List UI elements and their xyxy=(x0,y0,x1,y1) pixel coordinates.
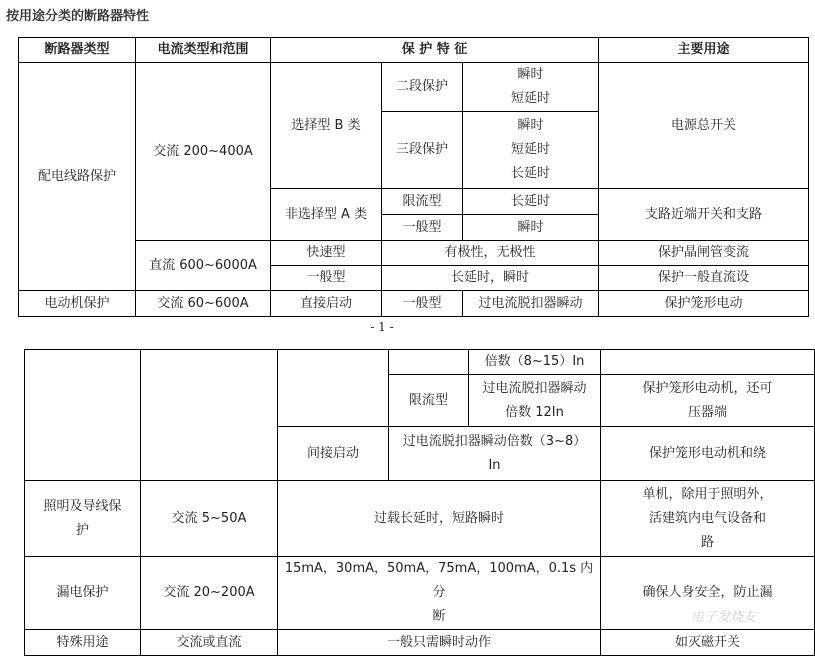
value-line: 短延时 xyxy=(511,91,551,106)
value-line: 15mA，30mA，50mA，75mA，100mA，0.1s 内分 xyxy=(284,561,594,600)
page-title: 按用途分类的断路器特性 xyxy=(6,9,150,24)
cell-motor: 电动机保护 xyxy=(19,291,136,317)
value-line: 活建筑内电气设备和 xyxy=(648,510,766,526)
value-line: In xyxy=(488,457,501,473)
cell-special-current: 交流或直流 xyxy=(141,630,278,656)
cell-special-value: 一般只需瞬时动作 xyxy=(278,630,601,656)
value-line: 照明及导线保 xyxy=(43,498,122,514)
cell-two-stage-values xyxy=(463,63,599,112)
cell-dc-range: 直流 600~6000A xyxy=(136,241,271,291)
cell-selective-b: 选择型 B 类 xyxy=(271,63,382,189)
cell-limit-value xyxy=(469,375,601,427)
cell-ac-range: 交流 200~400A xyxy=(136,63,271,241)
cell-lighting-value: 过载长延时，短路瞬时 xyxy=(278,481,601,557)
value-line: 短延时 xyxy=(511,142,551,157)
cell-indirect-value xyxy=(389,427,601,481)
value-line: 断 xyxy=(432,609,446,624)
cell-limit-use xyxy=(601,375,815,427)
cell-motor-ac: 交流 60~600A xyxy=(136,291,271,317)
cell-limit-general-values xyxy=(463,189,599,241)
cell-leakage-ac: 交流 20~200A xyxy=(141,557,278,630)
cell-use-branch: 支路近端开关和支路 xyxy=(599,189,809,241)
cell-special: 特殊用途 xyxy=(25,630,141,656)
page-number: - 1 - xyxy=(370,320,394,334)
cell-multiple: 倍数（8~15）In xyxy=(469,350,601,375)
cell-nonselective-a: 非选择型 A 类 xyxy=(271,189,382,241)
cell-fast-use: 保护晶闸管变流 xyxy=(599,241,809,266)
header-use: 主要用途 xyxy=(599,38,809,63)
value-line: 路 xyxy=(700,534,714,550)
cell-fast: 快速型 xyxy=(271,241,382,266)
cell-distribution: 配电线路保护 xyxy=(19,63,136,291)
cell-lighting-ac: 交流 5~50A xyxy=(141,481,278,557)
cell-empty-mode xyxy=(389,350,469,375)
value-line: 单机，除用于照明外， xyxy=(642,486,773,502)
cell-three-stage-values xyxy=(463,112,599,189)
cell-empty-start xyxy=(278,350,389,427)
cell-general-3-use: 保护笼形电动 xyxy=(599,291,809,317)
cell-general-3-value: 过电流脱扣器瞬动 xyxy=(463,291,599,317)
cell-indirect-use: 保护笼形电动机和绕 xyxy=(601,427,815,481)
value-line: 过电流脱扣器瞬动 xyxy=(482,380,587,396)
header-type: 断路器类型 xyxy=(19,38,136,63)
cell-general-2-use: 保护一般直流设 xyxy=(599,266,809,291)
value-line: 瞬时 xyxy=(517,118,544,133)
value-line: 护 xyxy=(75,522,89,538)
table-1-frame xyxy=(18,37,763,319)
cell-general-3: 一般型 xyxy=(382,291,463,317)
value-line: 压器端 xyxy=(687,404,727,420)
cell-empty-use xyxy=(601,350,815,375)
value-line: 过电流脱扣器瞬动倍数（3~8） xyxy=(402,433,587,449)
header-protection: 保 护 特 征 xyxy=(271,38,599,63)
cell-fast-value: 有极性，无极性 xyxy=(382,241,599,266)
value-line: 瞬时 xyxy=(517,67,544,82)
value-line: 保护笼形电动机，还可 xyxy=(642,380,773,396)
cell-lighting xyxy=(25,481,141,557)
cell-leakage-use: 确保人身安全，防止漏 xyxy=(601,557,815,630)
cell-general-2: 一般型 xyxy=(271,266,382,291)
cell-empty-current xyxy=(141,350,278,481)
cell-leakage-value xyxy=(278,557,601,630)
cell-limit-general xyxy=(382,189,463,241)
cell-limit: 限流型 xyxy=(389,375,469,427)
cell-indirect-start: 间接启动 xyxy=(278,427,389,481)
value-line: 长延时 xyxy=(463,189,598,215)
cell-use-main: 电源总开关 xyxy=(599,63,809,189)
value-line: 长延时 xyxy=(511,166,551,181)
cell-direct-start: 直接启动 xyxy=(271,291,382,317)
cell-lighting-use xyxy=(601,481,815,557)
table-2-frame xyxy=(24,349,773,650)
cell-three-stage: 三段保护 xyxy=(382,112,463,189)
watermark: 电子发烧友 xyxy=(690,610,756,625)
value-line: 限流型 xyxy=(382,189,462,215)
value-line: 瞬时 xyxy=(517,220,544,235)
cell-general-2-value: 长延时，瞬时 xyxy=(382,266,599,291)
cell-special-use: 如灭磁开关 xyxy=(601,630,815,656)
header-current: 电流类型和范围 xyxy=(136,38,271,63)
cell-two-stage: 二段保护 xyxy=(382,63,463,112)
value-line: 一般型 xyxy=(402,220,442,235)
cell-empty-type xyxy=(25,350,141,481)
value-line: 倍数 12In xyxy=(505,404,564,420)
breaker-table-1 xyxy=(18,37,809,317)
cell-leakage: 漏电保护 xyxy=(25,557,141,630)
